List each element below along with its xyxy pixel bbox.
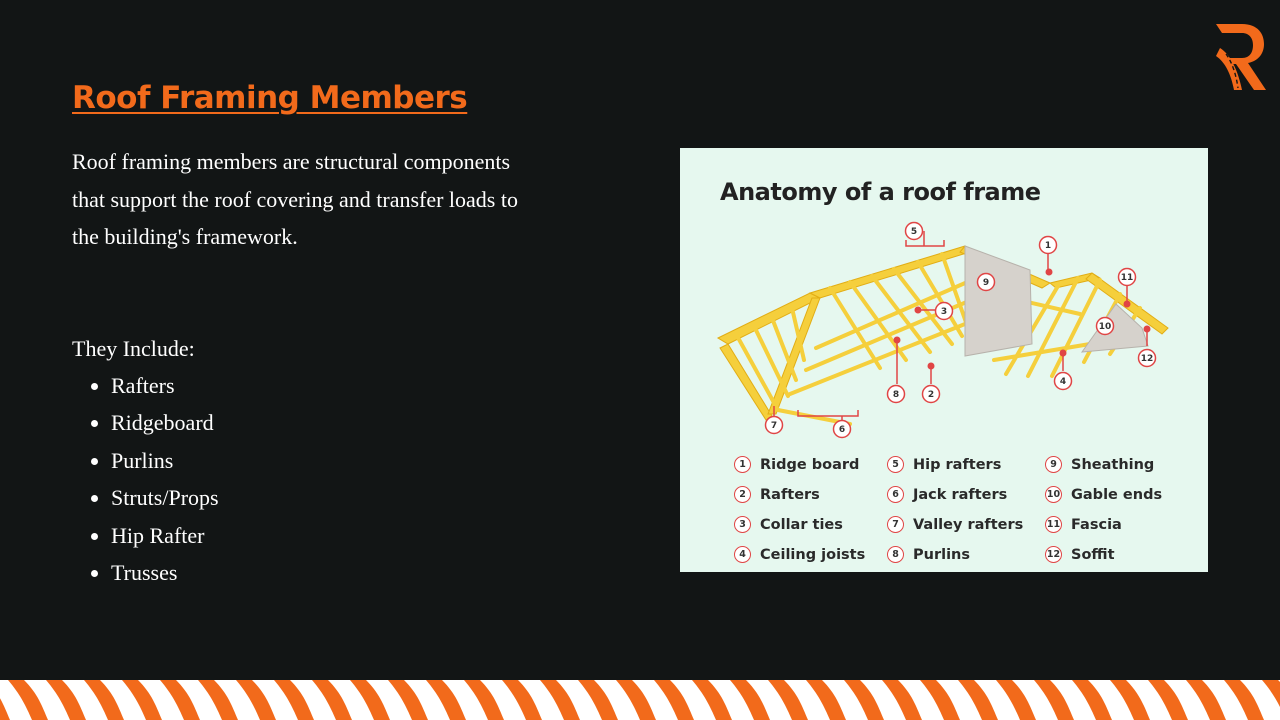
diagram-callout <box>906 223 923 240</box>
callout-number: 8 <box>892 390 900 401</box>
legend-label: Valley rafters <box>913 516 1024 533</box>
legend-label: Collar ties <box>760 516 843 533</box>
framing-members-list <box>72 367 219 591</box>
footer-chevron <box>1224 680 1264 720</box>
legend-label: Jack rafters <box>913 486 1008 503</box>
legend-item <box>734 516 843 533</box>
legend-number: 2 <box>734 486 751 503</box>
legend-item <box>1045 546 1115 563</box>
callout-number: 10 <box>1098 322 1112 333</box>
callout-number: 6 <box>838 425 846 436</box>
legend-label: Rafters <box>760 486 820 503</box>
footer-chevron <box>464 680 504 720</box>
legend-label: Sheathing <box>1071 456 1155 473</box>
footer-chevron <box>84 680 124 720</box>
legend-item <box>1045 516 1122 533</box>
legend-label: Ridge board <box>760 456 860 473</box>
list-item: • Trusses <box>111 554 219 591</box>
list-item: • Purlins <box>111 442 219 479</box>
legend-item <box>887 486 1007 503</box>
diagram-callout <box>1097 318 1114 335</box>
footer-chevron-stripe <box>0 680 1280 720</box>
legend-number: 10 <box>1045 486 1062 503</box>
footer-chevron <box>46 680 86 720</box>
legend-number: 11 <box>1045 516 1062 533</box>
footer-chevron <box>274 680 314 720</box>
legend-number: 3 <box>734 516 751 533</box>
list-item: • Struts/Props <box>111 479 219 516</box>
diagram-callout <box>888 386 905 403</box>
legend-number: 7 <box>887 516 904 533</box>
callout-number: 1 <box>1044 241 1052 252</box>
footer-chevron <box>1186 680 1226 720</box>
footer-chevron <box>198 680 238 720</box>
legend-number: 9 <box>1045 456 1062 473</box>
callout-number: 7 <box>770 421 778 432</box>
callout-number: 12 <box>1140 354 1154 365</box>
legend-item <box>734 456 859 473</box>
legend-number: 6 <box>887 486 904 503</box>
footer-chevron <box>692 680 732 720</box>
slide-title: Roof Framing Members <box>72 80 468 116</box>
footer-chevron <box>1072 680 1112 720</box>
legend-label: Soffit <box>1071 546 1115 563</box>
footer-chevron <box>996 680 1036 720</box>
legend-number: 12 <box>1045 546 1062 563</box>
footer-chevron <box>236 680 276 720</box>
diagram-callout <box>978 274 995 291</box>
footer-chevron <box>312 680 352 720</box>
diagram-callout <box>834 421 851 438</box>
legend-item <box>1045 456 1154 473</box>
footer-chevron <box>1262 680 1280 720</box>
legend-item <box>887 546 970 563</box>
footer-chevron <box>920 680 960 720</box>
footer-chevron <box>350 680 390 720</box>
callout-number: 9 <box>982 278 990 289</box>
footer-chevron <box>882 680 922 720</box>
footer-chevron <box>8 680 48 720</box>
diagram-callout <box>1139 350 1156 367</box>
legend-label: Purlins <box>913 546 970 563</box>
legend-label: Fascia <box>1071 516 1122 533</box>
legend-number: 4 <box>734 546 751 563</box>
intro-paragraph: Roof framing members are structural components that support the roof covering and transfer loads to the building's framework. <box>72 149 518 249</box>
footer-chevron <box>730 680 770 720</box>
legend-label: Hip rafters <box>913 456 1002 473</box>
roof-frame-diagram <box>680 148 1208 572</box>
list-item: • Ridgeboard <box>111 404 219 441</box>
footer-chevron <box>540 680 580 720</box>
diagram-title: Anatomy of a roof frame <box>720 178 1041 206</box>
diagram-callout <box>766 417 783 434</box>
footer-chevron <box>616 680 656 720</box>
footer-chevron <box>426 680 466 720</box>
diagram-callout <box>1119 269 1136 286</box>
footer-chevron <box>1034 680 1074 720</box>
brand-logo-icon <box>1212 18 1268 94</box>
legend-number: 1 <box>734 456 751 473</box>
footer-chevron <box>1148 680 1188 720</box>
footer-chevron <box>122 680 162 720</box>
footer-chevron <box>1110 680 1150 720</box>
callout-number: 2 <box>927 390 935 401</box>
legend-item <box>1045 486 1162 503</box>
callout-number: 5 <box>910 227 918 238</box>
footer-chevron <box>768 680 808 720</box>
footer-chevron <box>502 680 542 720</box>
callout-number: 3 <box>940 307 948 318</box>
footer-chevron <box>806 680 846 720</box>
footer-chevron <box>388 680 428 720</box>
footer-chevron <box>160 680 200 720</box>
legend-number: 8 <box>887 546 904 563</box>
legend-label: Ceiling joists <box>760 546 866 563</box>
legend-item <box>734 486 820 503</box>
legend-label: Gable ends <box>1071 486 1163 503</box>
diagram-callout <box>1055 373 1072 390</box>
callout-number: 4 <box>1059 377 1067 388</box>
list-item: • Hip Rafter <box>111 517 219 554</box>
diagram-legend <box>734 456 1194 572</box>
footer-chevron <box>0 680 10 720</box>
legend-item <box>887 516 1023 533</box>
callout-number: 11 <box>1120 273 1134 284</box>
legend-number: 5 <box>887 456 904 473</box>
legend-item <box>734 546 865 563</box>
diagram-callout <box>936 303 953 320</box>
footer-chevron <box>844 680 884 720</box>
footer-chevron <box>958 680 998 720</box>
list-label: They Include: <box>72 336 195 361</box>
diagram-callout <box>923 386 940 403</box>
footer-chevron <box>578 680 618 720</box>
footer-chevron <box>654 680 694 720</box>
legend-item <box>887 456 1001 473</box>
list-item: • Rafters <box>111 367 219 404</box>
diagram-callout <box>1040 237 1057 254</box>
